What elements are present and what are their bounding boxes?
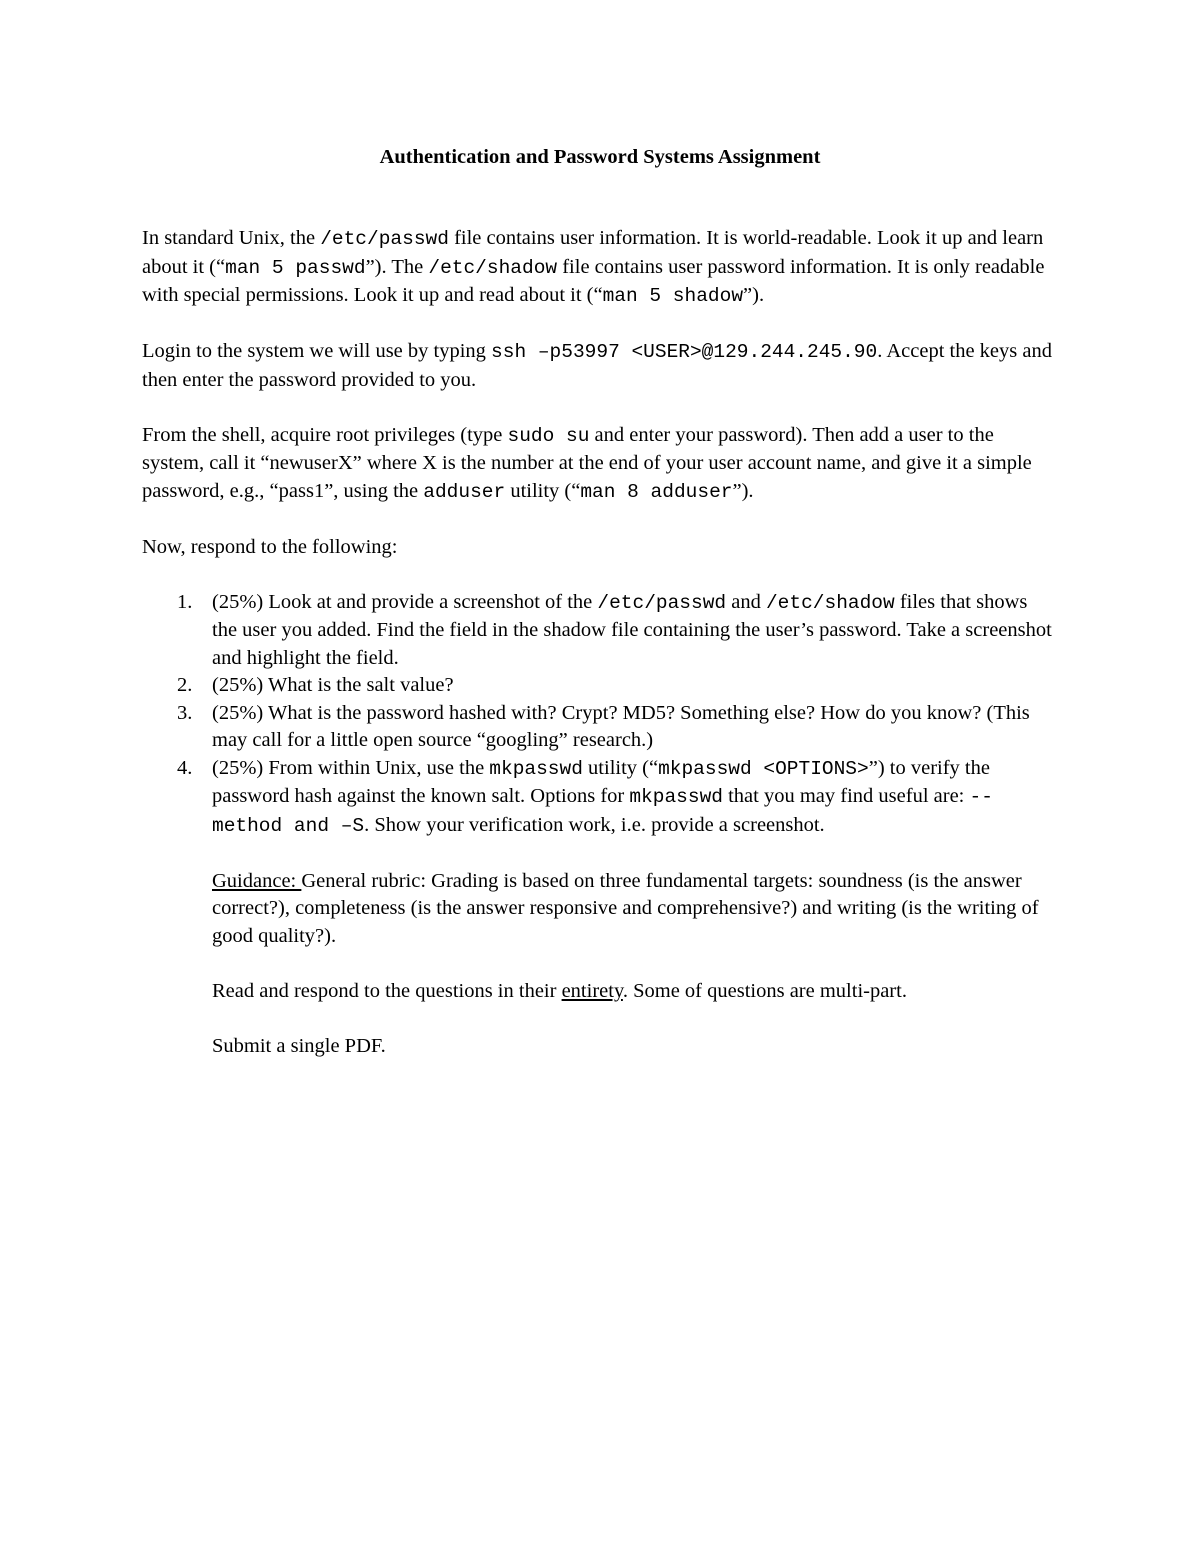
intro-code-3: /etc/shadow (428, 256, 558, 279)
q4-code-3: mkpasswd (629, 786, 723, 808)
shell-text-3: utility (“ (505, 479, 581, 502)
shell-code-3: man 8 adduser (580, 480, 733, 503)
intro-text-3: ”). The (365, 255, 429, 278)
q4-code-1: mkpasswd (489, 757, 583, 780)
list-number: 1. (177, 590, 193, 613)
login-text-2: . Accept the keys and then enter the password provided to you. (142, 340, 1052, 391)
q1-code-2: /etc/shadow (765, 591, 895, 614)
q1-text-1: (25%) Look at and provide a screenshot of the (212, 590, 598, 613)
read-underlined: entirety (561, 979, 623, 1002)
shell-paragraph (142, 422, 1057, 507)
shell-code-2: adduser (423, 480, 506, 503)
list-item (177, 672, 1057, 700)
guidance-text: General rubric: Grading is based on three fundamental targets: soundness (is the answer correct?), completeness (is the answer responsive and comprehensive?) and writing (is the writing of good quality?). (212, 869, 1039, 947)
login-text-1: Login to the system we will use by typing (142, 340, 492, 362)
login-code-1: ssh –p53997 <USER>@129.244.245.90 (491, 341, 878, 363)
intro-text-4: file contains user password information. It is only readable with special permissions. Look it up and read about it (“ (142, 255, 1045, 306)
q4-code-2: mkpasswd <OPTIONS> (658, 757, 869, 780)
q4-text-5: . Show your verification work, i.e. provide a screenshot. (364, 813, 825, 836)
submit-paragraph: Submit a single PDF. (212, 1034, 386, 1057)
read-paragraph (212, 978, 1057, 1006)
intro-text-2: file contains user information. It is world-readable. Look it up and learn about it (“ (142, 227, 1044, 278)
q4-code-4: --method and –S (212, 786, 993, 837)
q1-text-2: and (726, 590, 766, 613)
q4-text-2: utility (“ (582, 756, 659, 779)
intro-code-1: /etc/passwd (320, 228, 449, 250)
shell-text-1: From the shell, acquire root privileges (type (142, 423, 508, 446)
guidance-label: Guidance: (212, 869, 302, 892)
list-item (177, 589, 1057, 673)
page-title: Authentication and Password Systems Assignment (379, 146, 821, 168)
q4-text-4: that you may find useful are: (722, 785, 970, 807)
shell-text-2: and enter your password). Then add a user to the system, call it “newuserX” where X is the number at the end of your user account name, and give it a simple password, e.g., “pass1”, using the (142, 423, 1032, 502)
list-item (177, 700, 1057, 755)
intro-code-4: man 5 shadow (602, 285, 744, 307)
respond-paragraph: Now, respond to the following: (142, 535, 398, 558)
questions-list (142, 589, 1057, 1061)
q2-text-1: (25%) What is the salt value? (212, 674, 454, 696)
q4-text-1: (25%) From within Unix, use the (212, 756, 490, 779)
intro-paragraph (142, 225, 1057, 311)
read-text-2: . Some of questions are multi-part. (622, 979, 907, 1002)
list-number: 2. (177, 674, 193, 696)
q3-text-1: (25%) What is the password hashed with? Crypt? MD5? Something else? How do you know? (This may call for a little open source “googling” research.) (212, 701, 1030, 751)
list-number: 3. (177, 701, 193, 724)
list-item (177, 755, 1057, 1061)
q4-text-3: ”) to verify the password hash against the known salt. Options for (212, 756, 990, 807)
intro-text-1: In standard Unix, the (142, 227, 321, 249)
document-body (142, 225, 1057, 1060)
read-text-1: Read and respond to the questions in their (212, 979, 562, 1002)
guidance-paragraph (212, 868, 1057, 951)
list-number: 4. (177, 756, 193, 779)
shell-text-4: ”). (732, 479, 754, 502)
q1-code-1: /etc/passwd (597, 591, 727, 614)
login-paragraph (142, 338, 1057, 394)
intro-code-2: man 5 passwd (225, 256, 366, 279)
intro-text-5: ”). (743, 284, 765, 306)
q1-text-3: files that shows the user you added. Find the field in the shadow file containing the user’s password. Take a screenshot and highlight the field. (212, 590, 1052, 669)
shell-code-1: sudo su (507, 424, 590, 447)
